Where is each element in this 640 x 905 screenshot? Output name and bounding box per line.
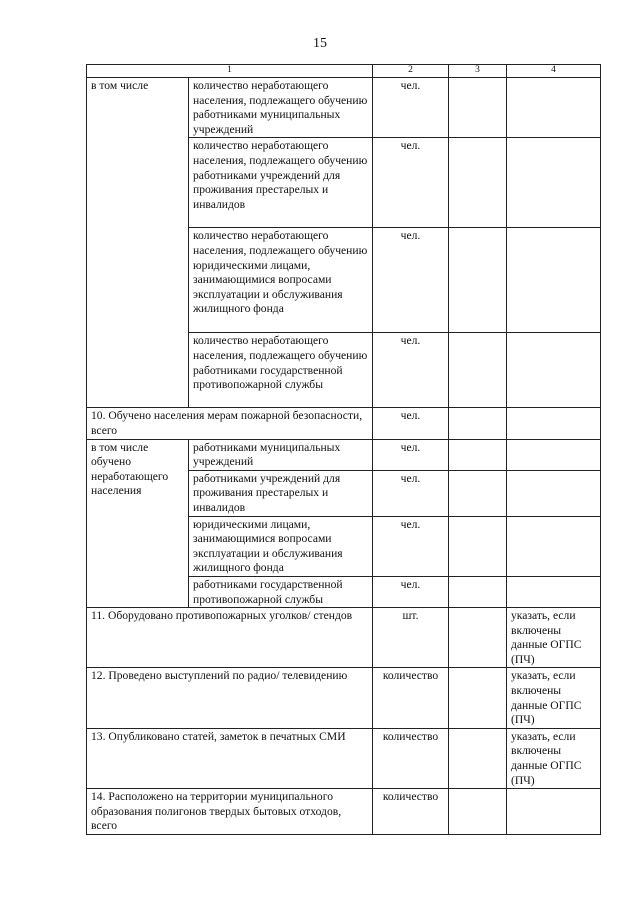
table-row [87,668,601,728]
item-label: 14. Расположено на территории муниципального образования полигонов твердых бытовых отходов, всего [87,789,373,835]
value-cell [449,333,507,408]
item-label: 10. Обучено населения мерам пожарной безопасности, всего [87,408,373,439]
header-col-3: 3 [449,65,507,78]
note-cell: указать, если включены данные ОГПС (ПЧ) [507,728,601,788]
table-row [87,408,601,439]
unit-cell: чел. [373,228,449,333]
unit-cell: количество [373,728,449,788]
group-label: в том числе [87,78,189,408]
subitem-label: количество неработающего населения, подлежащего обучению работниками муниципальных учреждений [189,78,373,138]
item-label: 11. Оборудовано противопожарных уголков/ стендов [87,608,373,668]
table-row [87,439,601,470]
note-cell [507,470,601,516]
note-cell: указать, если включены данные ОГПС (ПЧ) [507,668,601,728]
note-cell [507,576,601,607]
table-row [87,789,601,835]
note-cell [507,78,601,138]
subitem-label: работниками муниципальных учреждений [189,439,373,470]
value-cell [449,470,507,516]
value-cell [449,789,507,835]
subitem-label: количество неработающего населения, подлежащего обучению работниками государственной противопожарной службы [189,333,373,408]
unit-cell: чел. [373,576,449,607]
note-cell [507,228,601,333]
unit-cell: чел. [373,470,449,516]
subitem-label: количество неработающего населения, подлежащего обучению юридическими лицами, занимающимися вопросами эксплуатации и обслуживания жилищного фонда [189,228,373,333]
subitem-label: юридическими лицами, занимающимися вопросами эксплуатации и обслуживания жилищного фонда [189,516,373,576]
unit-cell: чел. [373,516,449,576]
table-row [87,576,601,607]
note-cell [507,439,601,470]
value-cell [449,439,507,470]
value-cell [449,608,507,668]
unit-cell: количество [373,789,449,835]
header-col-4: 4 [507,65,601,78]
unit-cell: чел. [373,439,449,470]
table-row [87,608,601,668]
note-cell [507,789,601,835]
value-cell [449,576,507,607]
header-col-2: 2 [373,65,449,78]
item-label: 13. Опубликовано статей, заметок в печатных СМИ [87,728,373,788]
subitem-label: работниками государственной противопожарной службы [189,576,373,607]
unit-cell: количество [373,668,449,728]
note-cell [507,516,601,576]
value-cell [449,728,507,788]
note-cell: указать, если включены данные ОГПС (ПЧ) [507,608,601,668]
table-row [87,728,601,788]
note-cell [507,333,601,408]
subitem-label: количество неработающего населения, подлежащего обучению работниками учреждений для проживания престарелых и инвалидов [189,138,373,228]
note-cell [507,138,601,228]
value-cell [449,138,507,228]
page-number: 15 [313,36,327,51]
value-cell [449,228,507,333]
value-cell [449,78,507,138]
value-cell [449,668,507,728]
unit-cell: чел. [373,78,449,138]
item-label: 12. Проведено выступлений по радио/ телевидению [87,668,373,728]
value-cell [449,516,507,576]
subitem-label: работниками учреждений для проживания престарелых и инвалидов [189,470,373,516]
unit-cell: чел. [373,408,449,439]
table-row [87,78,601,138]
unit-cell: чел. [373,138,449,228]
header-col-1: 1 [87,65,373,78]
unit-cell: чел. [373,333,449,408]
unit-cell: шт. [373,608,449,668]
note-cell [507,408,601,439]
header-row [87,65,601,78]
report-table [86,64,601,835]
group-label-continued [87,576,189,607]
group-label: в том числе обучено неработающего населения [87,439,189,576]
value-cell [449,408,507,439]
